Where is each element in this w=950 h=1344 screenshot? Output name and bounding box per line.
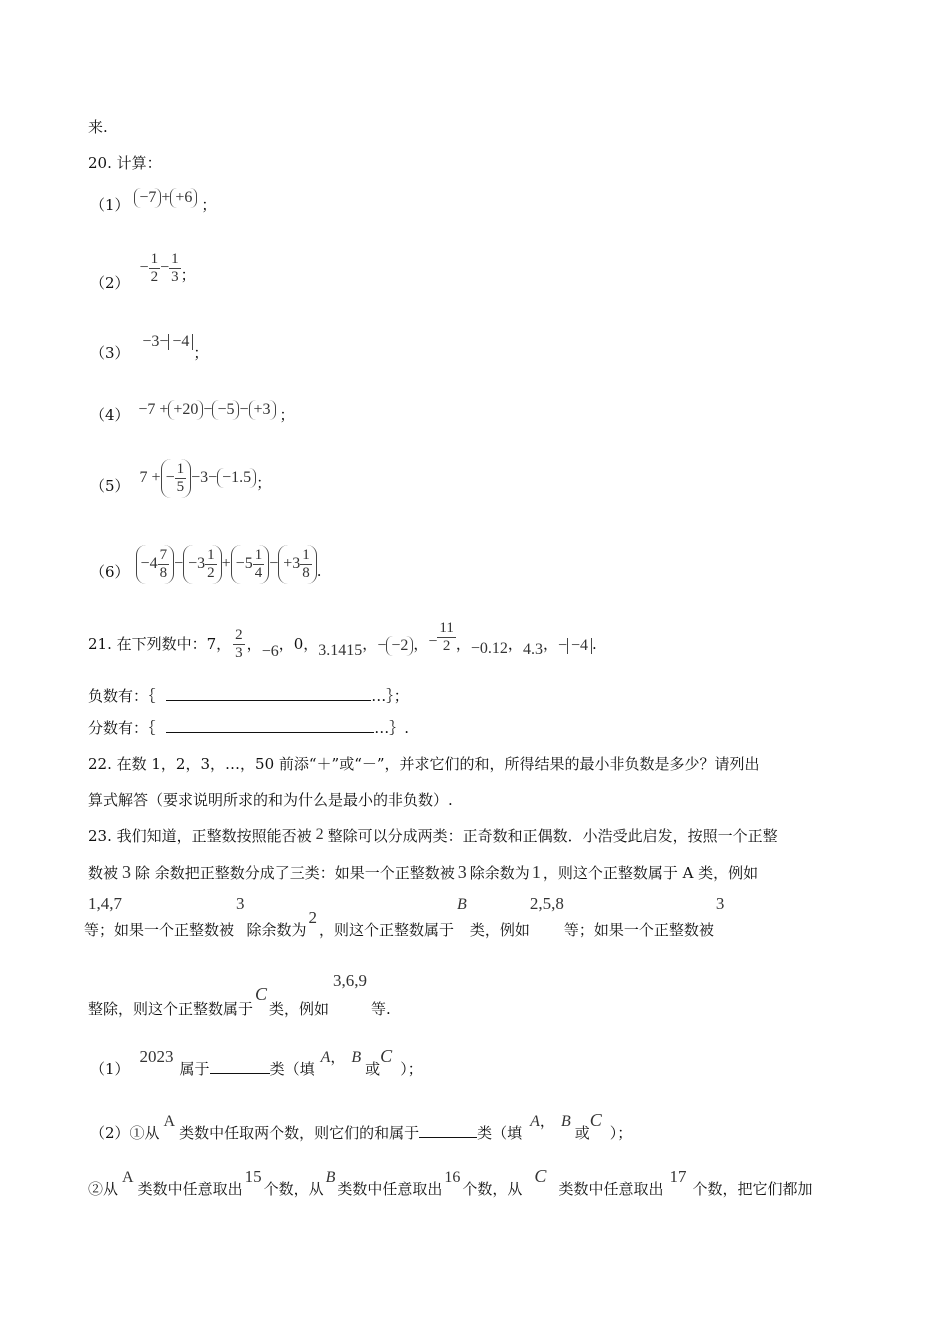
negatives-blank[interactable] <box>166 700 371 701</box>
q23-line-4: 整除，则这个正整数属于C类，例如3,6,9等. <box>88 971 391 1018</box>
q21-number-list: 21. 在下列数中：7， $\frac{2}{3}$ ， −6 ， 0 ， 3.1415 ， − −2 ， − $\frac{11}{2}$ ， −0.12 ， 4.3 ， − −4 . <box>88 619 597 661</box>
q20-item-2: （2） − $\frac{1}{2}$ − $\frac{1}{3}$ ； <box>90 250 196 292</box>
continuation-text: 来. <box>88 118 108 136</box>
q20-item-4: （4） −7 + +20 − −5 − +3 ； <box>90 401 295 424</box>
q20-item-1: （1） −7 + +6 ； <box>90 189 217 214</box>
q23-line-1: 23. 我们知道，正整数按照能否被 2 整除可以分成两类：正奇数和正偶数．小浩受此启发，按照一个正整 <box>88 826 778 845</box>
fractions-blank[interactable] <box>166 732 374 733</box>
q20-item-6: （6） −4 $\frac{7}{8}$ − −3 $\frac{1}{2}$ + −5 $\frac{1}{4}$ − +3 $\frac{1}{8}$ . <box>90 540 322 588</box>
fraction: $\frac{1}{3}$ <box>171 250 179 285</box>
q23-part-2-2: ②从A类数中任意取出15个数，从B类数中任意取出16个数，从C类数中任意取出17个数，把它们都加 <box>88 1166 813 1198</box>
fraction: $\frac{1}{2}$ <box>150 250 159 285</box>
fraction: $\frac{2}{3}$ <box>235 626 243 661</box>
q20-item-3: （3） −3− −4； <box>90 333 209 362</box>
fraction: $\frac{11}{2}$ <box>439 619 454 654</box>
q23-line-3: 1,4,7等；如果一个正整数被3除余数为2，则这个正整数属于B类，例如2,5,8等；如果一个正整数被3 <box>84 894 725 939</box>
q22-line-1: 22. 在数 1，2，3，…，50 前添“＋”或“－”，并求它们的和，所得结果的最小非负数是多少？请列出 <box>88 755 760 773</box>
q23-part-1: （1）2023属于 类（填A， B或C）； <box>90 1046 423 1078</box>
q23-part-2-1: （2）①从A类数中任取两个数，则它们的和属于 类（填A， B或C）； <box>90 1110 633 1142</box>
part1-blank[interactable] <box>210 1073 270 1074</box>
q23-line-2: 数被 3 除 余数把正整数分成了三类：如果一个正整数被 3 除余数为 1 ，则这个正整数属于 A 类，例如 <box>88 862 759 882</box>
q20-item-5: （5） 7 + − $\frac{1}{5}$ −3− −1.5 ； <box>90 455 271 501</box>
q21-fractions-line: 分数有：｛ …｝. <box>88 719 410 737</box>
q21-negatives-line: 负数有：｛ …｝； <box>88 687 409 705</box>
q22-line-2: 算式解答（要求说明所求的和为什么是最小的非负数）. <box>88 791 453 809</box>
q20-title: 20. 计算： <box>88 154 162 172</box>
part2-blank[interactable] <box>419 1137 477 1138</box>
